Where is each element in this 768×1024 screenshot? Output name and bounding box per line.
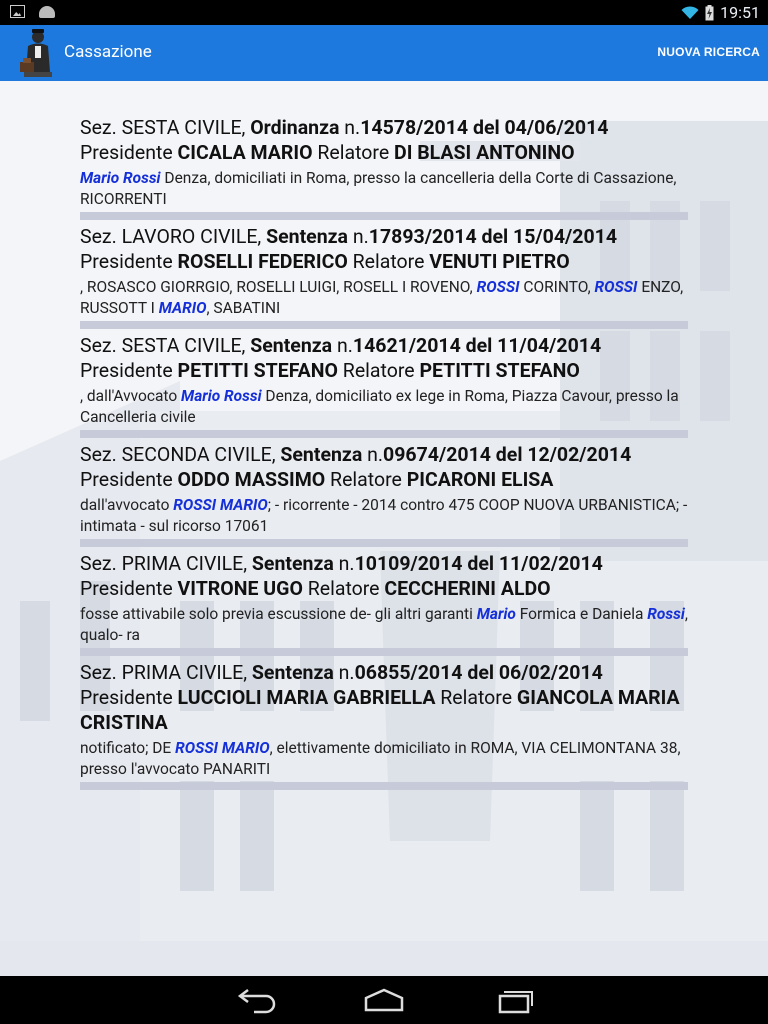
result-title: Sez. PRIMA CIVILE, Sentenza n.06855/2014 del 06/02/2014 Presidente LUCCIOLI MARIA GABRIELLA Relatore GIANCOLA MARIA CRISTINA xyxy=(80,661,680,734)
results-list xyxy=(80,115,688,794)
result-snippet: dall'avvocato ROSSI MARIO; - ricorrente - 2014 contro 475 COOP NUOVA URBANISTICA; - intimata - sul ricorso 17061 xyxy=(80,496,688,535)
judge-app-icon[interactable] xyxy=(16,28,58,78)
result-item[interactable] xyxy=(80,333,688,438)
home-icon[interactable] xyxy=(354,984,414,1016)
navigation-bar xyxy=(0,976,768,1024)
search-highlight: Mario Rossi xyxy=(80,169,161,187)
search-highlight: ROSSI xyxy=(594,278,638,296)
result-item[interactable] xyxy=(80,551,688,656)
result-snippet: fosse attivabile solo previa escussione de- gli altri garanti Mario Formica e Daniela Rossi, qualo- ra xyxy=(80,605,688,644)
result-divider xyxy=(80,212,688,220)
android-notification-icon xyxy=(39,6,55,18)
recent-apps-icon[interactable] xyxy=(484,984,544,1016)
battery-charging-icon xyxy=(705,5,714,21)
action-bar xyxy=(0,25,768,81)
result-divider xyxy=(80,321,688,329)
result-snippet: , ROSASCO GIORRGIO, ROSELLI LUIGI, ROSELL I ROVENO, ROSSI CORINTO, ROSSI ENZO, RUSSOTT I MARIO, SABATINI xyxy=(80,278,684,317)
result-item[interactable] xyxy=(80,115,688,220)
result-title: Sez. PRIMA CIVILE, Sentenza n.10109/2014 del 11/02/2014 Presidente VITRONE UGO Relatore CECCHERINI ALDO xyxy=(80,552,603,600)
result-item[interactable] xyxy=(80,224,688,329)
back-icon[interactable] xyxy=(224,984,284,1016)
gallery-notification-icon xyxy=(10,5,25,18)
results-area[interactable] xyxy=(0,81,768,976)
status-bar xyxy=(0,0,768,25)
result-snippet: Mario Rossi Denza, domiciliati in Roma, presso la cancelleria della Corte di Cassazione, RICORRENTI xyxy=(80,169,677,208)
result-divider xyxy=(80,782,688,790)
result-divider xyxy=(80,539,688,547)
result-divider xyxy=(80,430,688,438)
result-item[interactable] xyxy=(80,660,688,790)
search-highlight: ROSSI xyxy=(476,278,520,296)
search-highlight: Rossi xyxy=(647,605,685,623)
search-highlight: Mario Rossi xyxy=(181,387,262,405)
new-search-button[interactable]: NUOVA RICERCA xyxy=(657,45,760,59)
result-title: Sez. SECONDA CIVILE, Sentenza n.09674/2014 del 12/02/2014 Presidente ODDO MASSIMO Relatore PICARONI ELISA xyxy=(80,443,632,491)
result-title: Sez. SESTA CIVILE, Ordinanza n.14578/2014 del 04/06/2014 Presidente CICALA MARIO Relatore DI BLASI ANTONINO xyxy=(80,116,609,164)
wifi-icon xyxy=(681,6,699,20)
result-snippet: , dall'Avvocato Mario Rossi Denza, domiciliato ex lege in Roma, Piazza Cavour, presso la Cancelleria civile xyxy=(80,387,679,426)
search-highlight: ROSSI MARIO xyxy=(175,739,270,757)
result-title: Sez. SESTA CIVILE, Sentenza n.14621/2014 del 11/04/2014 Presidente PETITTI STEFANO Relatore PETITTI STEFANO xyxy=(80,334,602,382)
search-highlight: MARIO xyxy=(158,299,207,317)
result-title: Sez. LAVORO CIVILE, Sentenza n.17893/2014 del 15/04/2014 Presidente ROSELLI FEDERICO Relatore VENUTI PIETRO xyxy=(80,225,618,273)
result-item[interactable] xyxy=(80,442,688,547)
search-highlight: Mario xyxy=(476,605,516,623)
clock: 19:51 xyxy=(720,3,760,22)
result-divider xyxy=(80,648,688,656)
result-snippet: notificato; DE ROSSI MARIO, elettivamente domiciliato in ROMA, VIA CELIMONTANA 38, presso l'avvocato PANARITI xyxy=(80,739,681,778)
app-title: Cassazione xyxy=(64,42,152,62)
search-highlight: ROSSI MARIO xyxy=(173,496,268,514)
